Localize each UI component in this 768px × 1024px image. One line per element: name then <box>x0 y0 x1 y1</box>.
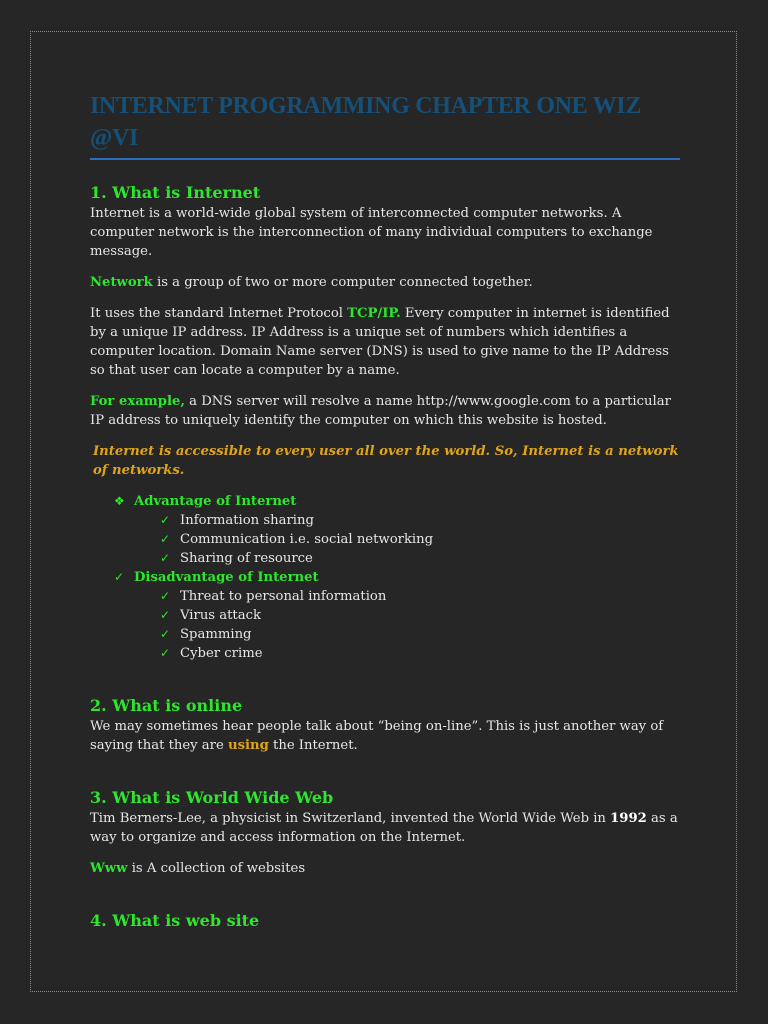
check-icon: ✓ <box>160 608 171 622</box>
list-item <box>90 530 680 549</box>
paragraph-example <box>90 392 680 430</box>
list-item <box>90 587 680 606</box>
list-item-disadvantage-label <box>90 568 680 587</box>
list-item <box>90 606 680 625</box>
list-item-text: Communication i.e. social networking <box>180 532 434 547</box>
paragraph-protocol-intro: It uses the standard Internet Protocol <box>90 306 348 321</box>
list-item-text: Cyber crime <box>180 646 263 661</box>
paragraph-www-text: Tim Berners-Lee, a physicist in Switzerland, invented the World Wide Web in <box>90 811 611 826</box>
paragraph-protocol <box>90 304 680 380</box>
check-icon: ✓ <box>160 627 171 641</box>
check-icon: ✓ <box>160 646 171 660</box>
section-heading-website: 4. What is web site <box>90 911 260 930</box>
list-item <box>90 549 680 568</box>
term-network: Network <box>90 275 153 290</box>
list-item <box>90 511 680 530</box>
paragraph-online-text: We may sometimes hear people talk about “being on-line”. This is just another way of saying that they are <box>90 719 664 753</box>
list-item-text: Spamming <box>180 627 252 642</box>
term-www: Www <box>90 861 128 876</box>
check-icon: ✓ <box>160 589 171 603</box>
term-for-example: For example, <box>90 394 185 409</box>
list-item-text: Sharing of resource <box>180 551 313 566</box>
paragraph-network <box>90 273 680 292</box>
list-item-text: Virus attack <box>180 608 261 623</box>
check-icon: ✓ <box>114 570 125 584</box>
term-using: using <box>227 738 269 753</box>
list-item-advantage-label <box>90 492 680 511</box>
paragraph-online-end: the Internet. <box>268 738 358 753</box>
paragraph-example-text: a DNS server will resolve a name http://www.google.com to a particular IP address to uniquely identify the computer on which this website is hosted. <box>90 394 671 428</box>
paragraph-www-end: as a way to organize and access information on the Internet. <box>90 811 678 845</box>
section-heading-www: 3. What is World Wide Web <box>90 788 334 807</box>
list-item <box>90 644 680 663</box>
paragraph-www <box>90 809 680 847</box>
check-icon: ✓ <box>160 513 171 527</box>
list-item-text: Information sharing <box>180 513 314 528</box>
term-tcpip: TCP/IP. <box>347 306 401 321</box>
section-heading-internet: 1. What is Internet <box>90 183 261 202</box>
paragraph-www-definition-text: is A collection of websites <box>127 861 306 876</box>
check-icon: ✓ <box>160 532 171 546</box>
paragraph-internet-definition: Internet is a world-wide global system of interconnected computer networks. A computer network is the interconnection of many individual computers to exchange message. <box>90 206 653 259</box>
paragraph-network-text: is a group of two or more computer connected together. <box>152 275 533 290</box>
page-title: INTERNET PROGRAMMING CHAPTER ONE WIZ @VI <box>90 90 680 160</box>
diamond-bullet-icon: ❖ <box>114 494 125 508</box>
advantages-list <box>90 492 680 663</box>
check-icon: ✓ <box>160 551 171 565</box>
paragraph-online <box>90 717 680 755</box>
paragraph-protocol-text: Every computer in internet is identified by a unique IP address. IP Address is a unique set of numbers which identifies a computer location. Domain Name server (DNS) is used to give name to the IP Address so that user can locate a computer by a name. <box>90 306 670 378</box>
section-heading-online: 2. What is online <box>90 696 243 715</box>
document-body <box>90 90 680 932</box>
advantage-label: Advantage of Internet <box>134 494 297 509</box>
highlight-quote: Internet is accessible to every user all over the world. So, Internet is a network of networks. <box>93 444 679 478</box>
list-item-text: Threat to personal information <box>180 589 387 604</box>
year-1992: 1992 <box>610 811 647 826</box>
disadvantage-label: Disadvantage of Internet <box>134 570 319 585</box>
paragraph-www-definition <box>90 859 680 878</box>
list-item <box>90 625 680 644</box>
